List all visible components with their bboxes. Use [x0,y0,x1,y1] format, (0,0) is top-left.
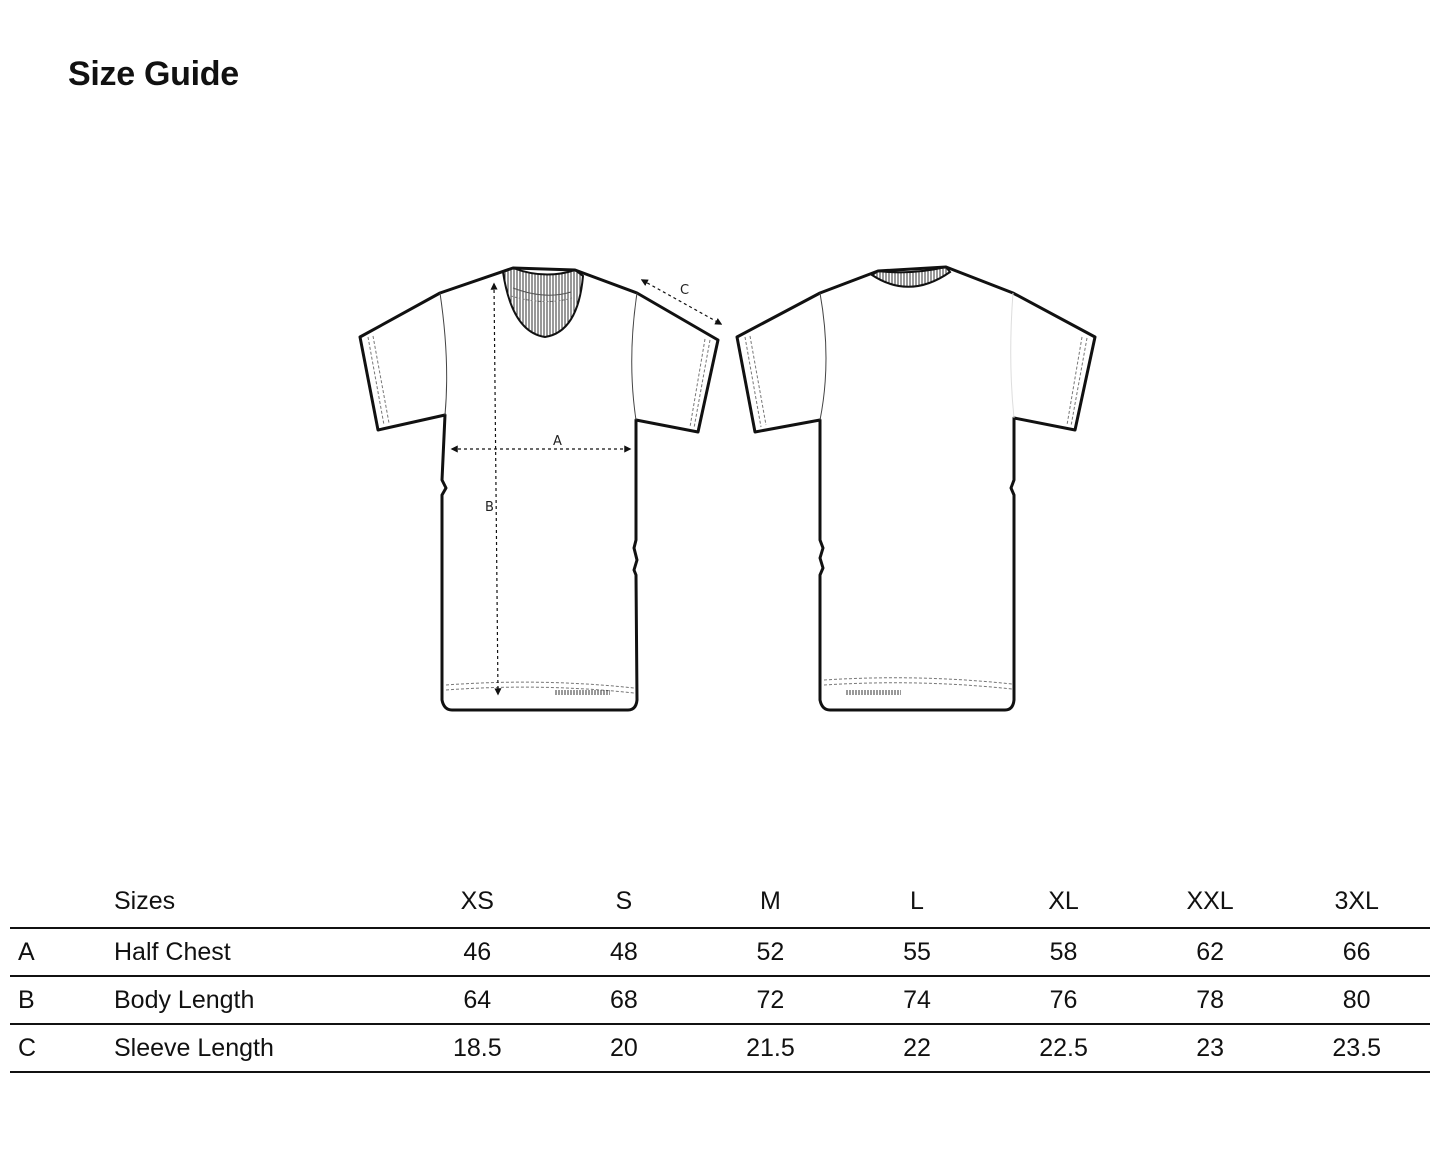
table-row [10,976,1430,1024]
size-table [10,876,1430,1073]
row-measurement-name: Sleeve Length [114,1024,404,1072]
row-measurement-name: Body Length [114,976,404,1024]
row-value: 55 [844,928,991,976]
row-code: A [10,928,114,976]
row-value: 74 [844,976,991,1024]
measure-label-c: C [680,283,690,298]
row-measurement-name: Half Chest [114,928,404,976]
table-header-row [10,876,1430,928]
row-value: 64 [404,976,551,1024]
size-header: XXL [1137,876,1284,928]
row-value: 23 [1137,1024,1284,1072]
row-value: 23.5 [1283,1024,1430,1072]
measure-label-a: A [553,434,562,449]
row-value: 20 [551,1024,698,1072]
measure-label-b: B [485,500,494,515]
row-value: 21.5 [697,1024,844,1072]
row-code: C [10,1024,114,1072]
size-header: 3XL [1283,876,1430,928]
row-value: 78 [1137,976,1284,1024]
header-sizes-label: Sizes [114,876,404,928]
row-value: 66 [1283,928,1430,976]
row-value: 80 [1283,976,1430,1024]
row-value: 58 [990,928,1137,976]
tshirt-front [360,268,721,710]
size-header: XS [404,876,551,928]
row-value: 52 [697,928,844,976]
row-value: 62 [1137,928,1284,976]
row-value: 72 [697,976,844,1024]
size-header: L [844,876,991,928]
row-value: 22 [844,1024,991,1072]
size-header: M [697,876,844,928]
table-row [10,1024,1430,1072]
row-value: 18.5 [404,1024,551,1072]
header-code-cell [10,876,114,928]
row-code: B [10,976,114,1024]
row-value: 76 [990,976,1137,1024]
size-header: XL [990,876,1137,928]
row-value: 68 [551,976,698,1024]
row-value: 46 [404,928,551,976]
tshirt-back [737,267,1095,710]
row-value: 48 [551,928,698,976]
page-title: Size Guide [68,55,239,93]
size-header: S [551,876,698,928]
table-row [10,928,1430,976]
row-value: 22.5 [990,1024,1137,1072]
